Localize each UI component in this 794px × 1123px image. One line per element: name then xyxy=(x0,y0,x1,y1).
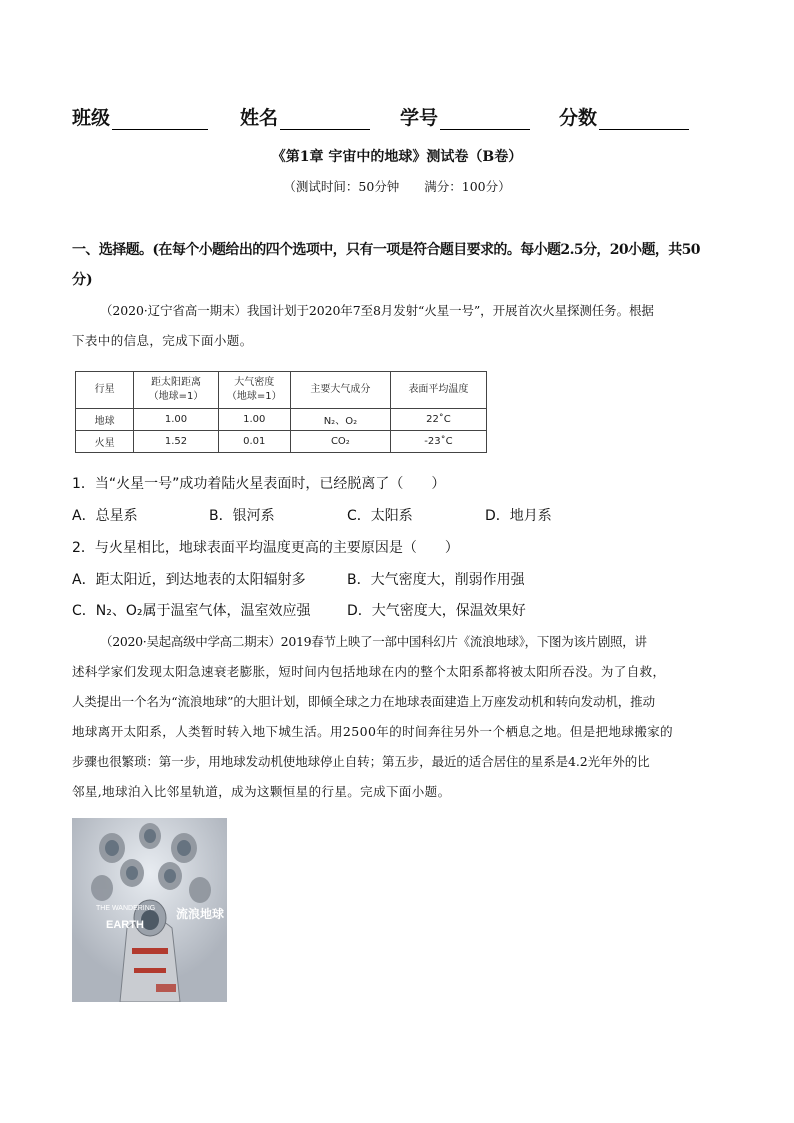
table-cell: 1.00 xyxy=(218,409,290,431)
q1-option-b[interactable]: B．银河系 xyxy=(209,508,275,524)
q2-option-a[interactable]: A．距太阳近，到达地表的太阳辐射多 xyxy=(72,572,306,588)
planet-data-table xyxy=(75,371,487,453)
class-label: 班级 xyxy=(72,107,111,129)
table-cell: 1.52 xyxy=(134,431,218,453)
q2-option-c[interactable]: C．N₂、O₂属于温室气体，温室效应强 xyxy=(72,603,311,619)
passage-2 xyxy=(72,627,724,807)
poster-illustration xyxy=(72,818,227,1002)
table-cell: N₂、O₂ xyxy=(290,409,390,431)
poster-title-en-2: EARTH xyxy=(106,919,144,931)
passage-2-line1: （2020·吴起高级中学高二期末）2019春节上映了一部中国科幻片《流浪地球》，下图为该片剧照，讲 xyxy=(100,634,647,649)
passage-1 xyxy=(72,296,724,356)
table-row xyxy=(76,431,487,453)
table-cell: 0.01 xyxy=(218,431,290,453)
page-subtitle: （测试时间：50分钟 满分：100分） xyxy=(283,179,511,194)
table-cell: -23˚C xyxy=(390,431,486,453)
passage-2-line4: 地球离开太阳系，人类暂时转入地下城生活。用2500年的时间奔往另外一个栖息之地。但是把地球搬家的 xyxy=(72,724,674,739)
table-row xyxy=(76,409,487,431)
passage-2-line6: 邻星,地球泊入比邻星轨道，成为这颗恒星的行星。完成下面小题。 xyxy=(72,784,451,799)
table-header-cell: 距太阳距离 （地球=1） xyxy=(134,372,218,409)
q1-option-d[interactable]: D．地月系 xyxy=(485,508,552,524)
table-cell: 22˚C xyxy=(390,409,486,431)
name-label: 姓名 xyxy=(240,107,279,129)
table-cell: 1.00 xyxy=(134,409,218,431)
question-2-stem: 2．与火星相比，地球表面平均温度更高的主要原因是（ ） xyxy=(72,540,459,556)
passage-1-line2: 下表中的信息，完成下面小题。 xyxy=(72,333,253,348)
class-blank[interactable] xyxy=(112,109,208,130)
passage-1-line1: （2020·辽宁省高一期末）我国计划于2020年7至8月发射“火星一号”，开展首次火星探测任务。根据 xyxy=(100,303,654,318)
id-field[interactable] xyxy=(400,103,530,130)
passage-2-line5: 步骤也很繁琐：第一步，用地球发动机使地球停止自转；第五步，最近的适合居住的星系是4.2光年外的比 xyxy=(72,754,650,769)
class-field[interactable] xyxy=(72,103,208,130)
table-header-cell: 表面平均温度 xyxy=(390,372,486,409)
id-label: 学号 xyxy=(400,107,439,129)
table-header-cell: 主要大气成分 xyxy=(290,372,390,409)
score-field[interactable] xyxy=(559,103,689,130)
table-cell: 地球 xyxy=(76,409,134,431)
poster-title-en-1: THE WANDERING xyxy=(96,905,156,912)
passage-2-line3: 人类提出一个名为“流浪地球”的大胆计划，即倾全球之力在地球表面建造上万座发动机和转向发动机，推动 xyxy=(72,694,655,709)
section-heading-line1: 一、选择题。(在每个小题给出的四个选项中，只有一项是符合题目要求的。每小题2.5分，20小题，共50 xyxy=(72,242,700,258)
table-header-cell: 行星 xyxy=(76,372,134,409)
wandering-earth-poster-image xyxy=(72,818,227,1002)
section-heading-line2: 分) xyxy=(72,272,93,288)
score-label: 分数 xyxy=(559,107,598,129)
section-heading xyxy=(72,235,724,295)
q2-option-b[interactable]: B．大气密度大，削弱作用强 xyxy=(347,572,525,588)
id-blank[interactable] xyxy=(440,109,530,130)
table-cell: 火星 xyxy=(76,431,134,453)
page-title: 《第1章 宇宙中的地球》测试卷（B卷） xyxy=(271,149,523,165)
score-blank[interactable] xyxy=(599,109,689,130)
student-info-header xyxy=(72,103,712,133)
name-blank[interactable] xyxy=(280,109,370,130)
table-header-row xyxy=(76,372,487,409)
q1-option-c[interactable]: C．太阳系 xyxy=(347,508,413,524)
question-1-stem: 1．当“火星一号”成功着陆火星表面时，已经脱离了（ ） xyxy=(72,476,446,492)
table-cell: CO₂ xyxy=(290,431,390,453)
q1-option-a[interactable]: A．总星系 xyxy=(72,508,138,524)
table-header-cell: 大气密度 （地球=1） xyxy=(218,372,290,409)
name-field[interactable] xyxy=(240,103,370,130)
passage-2-line2: 述科学家们发现太阳急速衰老膨胀，短时间内包括地球在内的整个太阳系都将被太阳所吞没。为了自救， xyxy=(72,664,666,679)
q2-option-d[interactable]: D．大气密度大，保温效果好 xyxy=(347,603,526,619)
poster-title-cn: 流浪地球 xyxy=(176,907,225,921)
